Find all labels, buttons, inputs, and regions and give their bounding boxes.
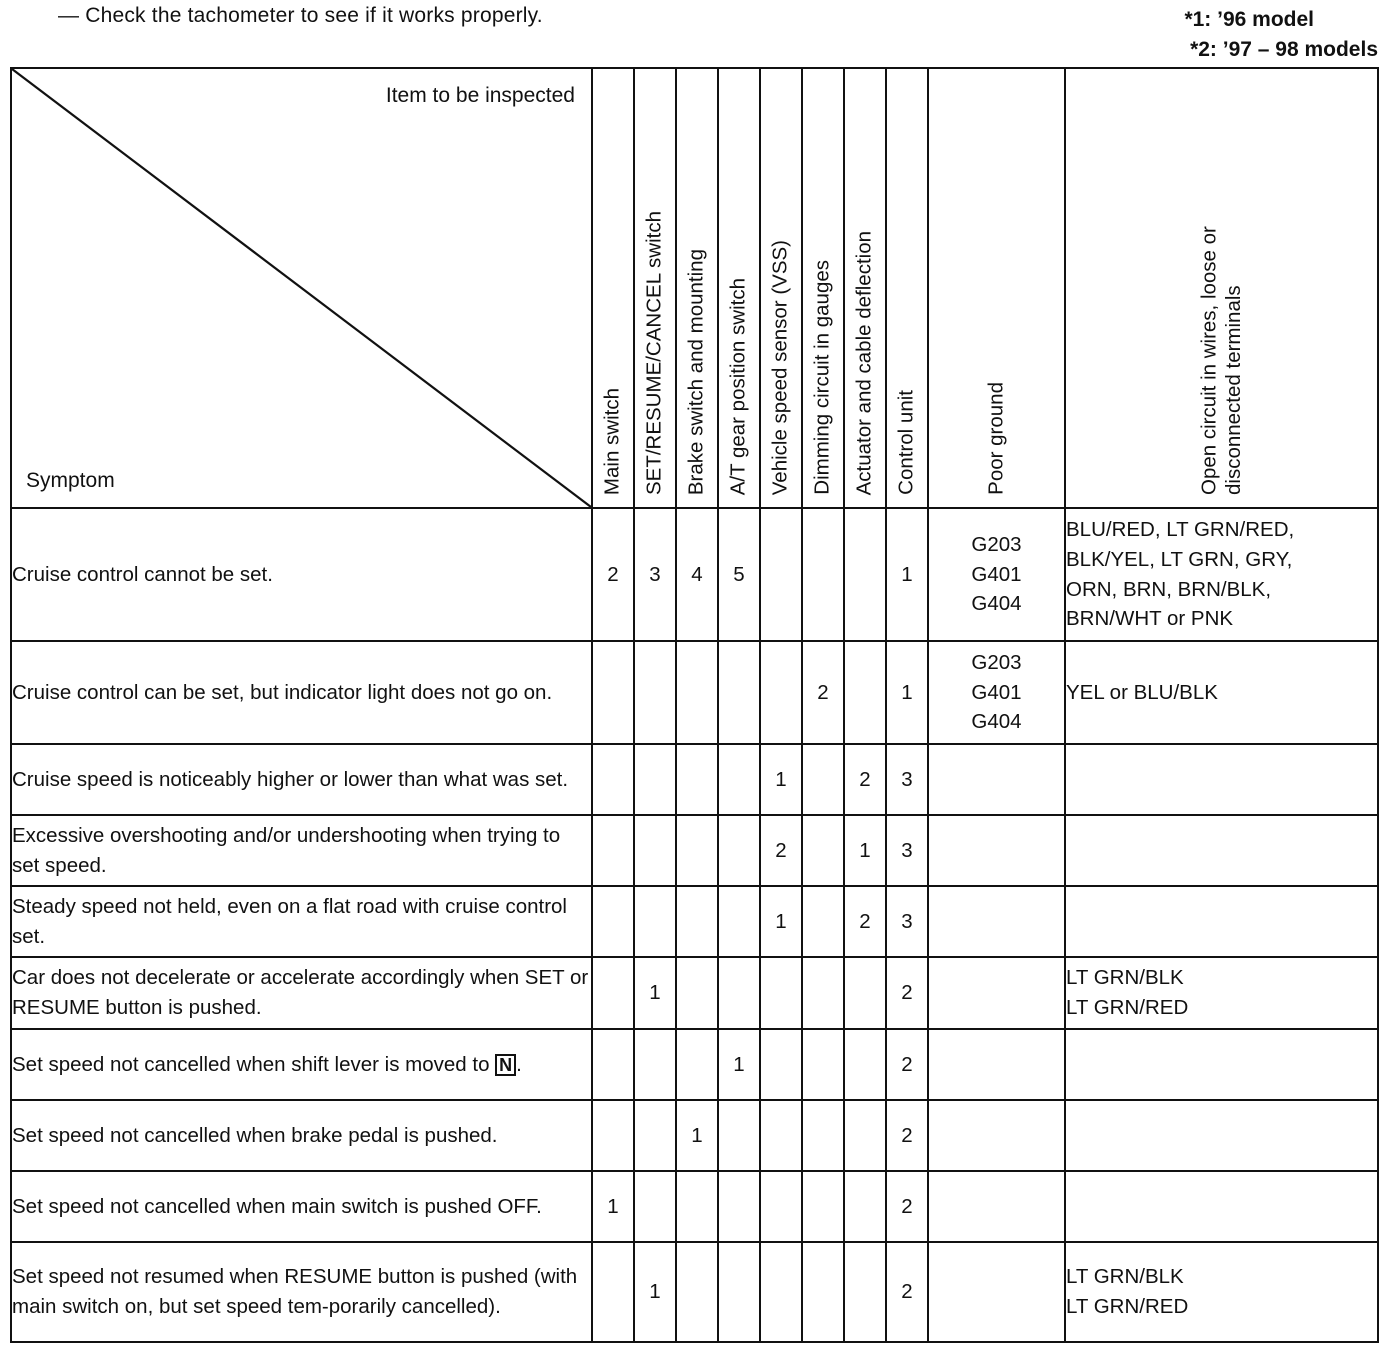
- priority-cell: [676, 744, 718, 815]
- wire-cell: [1065, 1242, 1378, 1342]
- tachometer-note: — Check the tachometer to see if it works properly.: [58, 4, 543, 27]
- priority-cell: 2: [844, 744, 886, 815]
- ground-point: G404: [971, 592, 1022, 616]
- wire-color: YEL or BLU/BLK: [1066, 680, 1218, 704]
- wire-cell: [1065, 957, 1378, 1029]
- diagonal-divider: [12, 69, 591, 507]
- priority-cell: [676, 886, 718, 957]
- column-header: [676, 68, 718, 508]
- priority-cell: [760, 641, 802, 744]
- column-header-label: Control unit: [894, 390, 918, 495]
- priority-cell: [592, 815, 634, 886]
- priority-cell: [676, 957, 718, 1029]
- symptom-cell: [11, 815, 592, 886]
- symptom-cell: [11, 1171, 592, 1242]
- wire-cell: [1065, 1029, 1378, 1100]
- column-header: [1065, 68, 1378, 508]
- priority-cell: [592, 1100, 634, 1171]
- priority-cell: [676, 1171, 718, 1242]
- column-header: [844, 68, 886, 508]
- priority-cell: [802, 1029, 844, 1100]
- table-row: [11, 744, 1378, 815]
- priority-cell: [676, 1242, 718, 1342]
- table-row: [11, 815, 1378, 886]
- wire-color: LT GRN/BLK: [1066, 1265, 1184, 1289]
- footnote-97-98-models: *2: ’97 – 98 models: [1190, 38, 1378, 61]
- priority-cell: [718, 815, 760, 886]
- priority-cell: 2: [886, 1029, 928, 1100]
- priority-cell: [844, 1171, 886, 1242]
- priority-cell: 2: [760, 815, 802, 886]
- priority-cell: 1: [760, 886, 802, 957]
- wire-cell: [1065, 641, 1378, 744]
- poor-ground-cell: [928, 1242, 1065, 1342]
- priority-cell: [592, 641, 634, 744]
- priority-cell: [634, 1171, 676, 1242]
- symptom-text: Set speed not cancelled when main switch is pushed OFF.: [12, 1194, 542, 1218]
- column-header: [886, 68, 928, 508]
- column-header-label: Actuator and cable deflection: [852, 230, 876, 495]
- priority-cell: 3: [886, 886, 928, 957]
- table-row: [11, 1100, 1378, 1171]
- priority-cell: 2: [886, 1242, 928, 1342]
- priority-cell: [634, 886, 676, 957]
- priority-cell: 5: [718, 508, 760, 641]
- priority-cell: [760, 957, 802, 1029]
- troubleshooting-table: [10, 67, 1379, 1343]
- priority-cell: [718, 1100, 760, 1171]
- ground-point: G404: [971, 710, 1022, 734]
- symptom-end: .: [516, 1052, 522, 1076]
- column-header-label: Open circuit in wires, loose or disconnected terminals: [1196, 226, 1245, 495]
- priority-cell: 1: [886, 508, 928, 641]
- symptom-text: Excessive overshooting and/or undershooting when trying to set speed.: [12, 823, 561, 877]
- priority-cell: [760, 1100, 802, 1171]
- symptom-cell: [11, 508, 592, 641]
- priority-cell: [592, 1242, 634, 1342]
- symptom-text: Set speed not cancelled when shift lever is moved to: [12, 1052, 490, 1076]
- priority-cell: 3: [886, 815, 928, 886]
- column-header-label: A/T gear position switch: [726, 277, 750, 495]
- priority-cell: [718, 1171, 760, 1242]
- priority-cell: 1: [634, 1242, 676, 1342]
- wire-cell: [1065, 1171, 1378, 1242]
- wire-cell: [1065, 508, 1378, 641]
- priority-cell: 2: [592, 508, 634, 641]
- priority-cell: [760, 1029, 802, 1100]
- priority-cell: 3: [634, 508, 676, 641]
- priority-cell: [802, 886, 844, 957]
- priority-cell: [718, 886, 760, 957]
- column-header-label: SET/RESUME/CANCEL switch: [642, 210, 666, 495]
- priority-cell: 2: [844, 886, 886, 957]
- table-row: [11, 1029, 1378, 1100]
- priority-cell: [802, 508, 844, 641]
- footnote-96-model: *1: ’96 model: [1184, 8, 1314, 31]
- priority-cell: [676, 1029, 718, 1100]
- priority-cell: 3: [886, 744, 928, 815]
- priority-cell: 1: [760, 744, 802, 815]
- priority-cell: 4: [676, 508, 718, 641]
- symptom-text: Set speed not resumed when RESUME button is pushed (with main switch on, but set speed tem-porarily cancelled).: [12, 1265, 578, 1318]
- poor-ground-cell: [928, 744, 1065, 815]
- wire-color: BRN/WHT or PNK: [1066, 607, 1234, 631]
- column-header: [634, 68, 676, 508]
- priority-cell: [844, 1029, 886, 1100]
- poor-ground-cell: [928, 815, 1065, 886]
- wire-color: LT GRN/RED: [1066, 1295, 1189, 1318]
- symptom-cell: [11, 886, 592, 957]
- neutral-position-badge: N: [495, 1054, 516, 1076]
- symptom-cell: [11, 957, 592, 1029]
- poor-ground-cell: [928, 886, 1065, 957]
- symptom-label: Symptom: [26, 469, 115, 492]
- wire-color: LT GRN/BLK: [1066, 966, 1184, 990]
- priority-cell: [718, 641, 760, 744]
- priority-cell: [718, 1242, 760, 1342]
- poor-ground-cell: [928, 1029, 1065, 1100]
- column-header-label: Dimming circuit in gauges: [810, 260, 834, 495]
- poor-ground-cell: [928, 1171, 1065, 1242]
- priority-cell: [592, 744, 634, 815]
- priority-cell: [592, 957, 634, 1029]
- wire-color: BLU/RED, LT GRN/RED,: [1066, 518, 1295, 542]
- corner-header-cell: [11, 68, 592, 508]
- priority-cell: 2: [886, 1171, 928, 1242]
- priority-cell: [718, 744, 760, 815]
- priority-cell: [760, 1171, 802, 1242]
- ground-point: G203: [971, 532, 1022, 556]
- symptom-cell: [11, 1100, 592, 1171]
- symptom-cell: [11, 641, 592, 744]
- ground-point: G401: [971, 562, 1022, 586]
- symptom-text: Cruise control can be set, but indicator light does not go on.: [12, 680, 553, 704]
- priority-cell: 2: [802, 641, 844, 744]
- poor-ground-cell: [928, 957, 1065, 1029]
- wire-color: BLK/YEL, LT GRN, GRY,: [1066, 547, 1293, 571]
- wire-cell: [1065, 815, 1378, 886]
- table-header-row: [11, 68, 1378, 508]
- priority-cell: 1: [676, 1100, 718, 1171]
- priority-cell: [592, 886, 634, 957]
- priority-cell: [802, 1100, 844, 1171]
- symptom-text: Car does not decelerate or accelerate accordingly when SET or RESUME button is pushed.: [12, 966, 589, 1019]
- priority-cell: 1: [634, 957, 676, 1029]
- priority-cell: [760, 508, 802, 641]
- column-header-label: Brake switch and mounting: [684, 248, 708, 495]
- priority-cell: [760, 1242, 802, 1342]
- wire-cell: [1065, 1100, 1378, 1171]
- wire-cell: [1065, 744, 1378, 815]
- table-row: [11, 508, 1378, 641]
- priority-cell: [634, 744, 676, 815]
- column-header: [802, 68, 844, 508]
- column-header: [760, 68, 802, 508]
- priority-cell: [802, 957, 844, 1029]
- priority-cell: [634, 641, 676, 744]
- poor-ground-cell: [928, 641, 1065, 744]
- priority-cell: [844, 957, 886, 1029]
- priority-cell: [802, 1171, 844, 1242]
- table-row: [11, 1171, 1378, 1242]
- priority-cell: [592, 1029, 634, 1100]
- priority-cell: [676, 641, 718, 744]
- symptom-text: Set speed not cancelled when brake pedal is pushed.: [12, 1123, 498, 1147]
- column-header-label: Vehicle speed sensor (VSS): [768, 239, 792, 495]
- symptom-cell: [11, 744, 592, 815]
- symptom-text: Steady speed not held, even on a flat road with cruise control set.: [12, 894, 567, 948]
- priority-cell: [676, 815, 718, 886]
- priority-cell: [844, 1100, 886, 1171]
- priority-cell: [802, 744, 844, 815]
- symptom-text: Cruise control cannot be set.: [12, 562, 273, 586]
- priority-cell: 1: [844, 815, 886, 886]
- symptom-cell: [11, 1029, 592, 1100]
- priority-cell: [718, 957, 760, 1029]
- wire-color: LT GRN/RED: [1066, 996, 1189, 1019]
- table-body: [11, 508, 1378, 1342]
- priority-cell: [844, 508, 886, 641]
- table-row: [11, 957, 1378, 1029]
- table-row: [11, 641, 1378, 744]
- ground-point: G203: [971, 650, 1022, 674]
- column-header-label: Poor ground: [984, 382, 1008, 495]
- priority-cell: [634, 1029, 676, 1100]
- item-to-be-inspected-label: Item to be inspected: [385, 84, 575, 107]
- priority-cell: 2: [886, 957, 928, 1029]
- wire-cell: [1065, 886, 1378, 957]
- wire-color: ORN, BRN, BRN/BLK,: [1066, 577, 1272, 601]
- priority-cell: [634, 1100, 676, 1171]
- column-header: [928, 68, 1065, 508]
- priority-cell: [802, 815, 844, 886]
- table-row: [11, 886, 1378, 957]
- priority-cell: 1: [718, 1029, 760, 1100]
- symptom-text: Cruise speed is noticeably higher or lower than what was set.: [12, 767, 569, 791]
- column-header: [592, 68, 634, 508]
- poor-ground-cell: [928, 508, 1065, 641]
- priority-cell: [634, 815, 676, 886]
- priority-cell: 1: [886, 641, 928, 744]
- table-row: [11, 1242, 1378, 1342]
- ground-point: G401: [971, 680, 1022, 704]
- priority-cell: 2: [886, 1100, 928, 1171]
- priority-cell: [844, 1242, 886, 1342]
- column-header-label: Main switch: [600, 387, 624, 495]
- column-header: [718, 68, 760, 508]
- priority-cell: [844, 641, 886, 744]
- poor-ground-cell: [928, 1100, 1065, 1171]
- priority-cell: 1: [592, 1171, 634, 1242]
- symptom-cell: [11, 1242, 592, 1342]
- priority-cell: [802, 1242, 844, 1342]
